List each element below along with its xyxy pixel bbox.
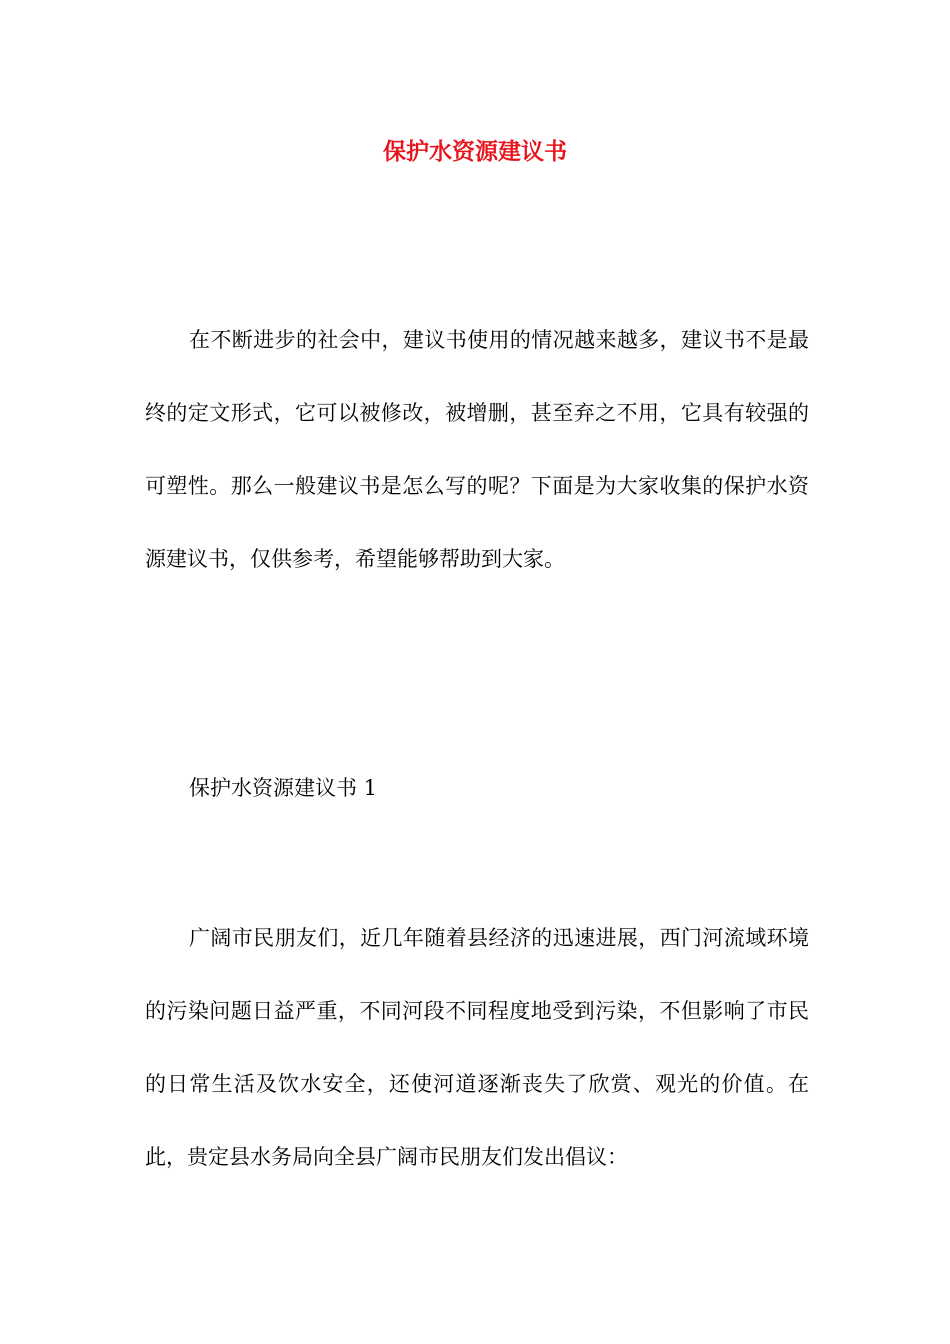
intro-paragraph: 在不断进步的社会中，建议书使用的情况越来越多，建议书不是最终的定文形式，它可以被修改，被增删，甚至弃之不用，它具有较强的可塑性。那么一般建议书是怎么写的呢？下面是为大家收集的保护水资源建议书，仅供参考，希望能够帮助到大家。 <box>145 328 809 571</box>
section-1-paragraph: 广阔市民朋友们，近几年随着县经济的迅速进展，西门河流域环境的污染问题日益严重，不同河段不同程度地受到污染，不但影响了市民的日常生活及饮水安全，还使河道逐渐丧失了欣赏、观光的价值。在此，贵定县水务局向全县广阔市民朋友们发出倡议： <box>145 926 809 1169</box>
section-heading-1: 保护水资源建议书 1 <box>189 776 378 800</box>
document-title: 保护水资源建议书 <box>383 138 567 165</box>
